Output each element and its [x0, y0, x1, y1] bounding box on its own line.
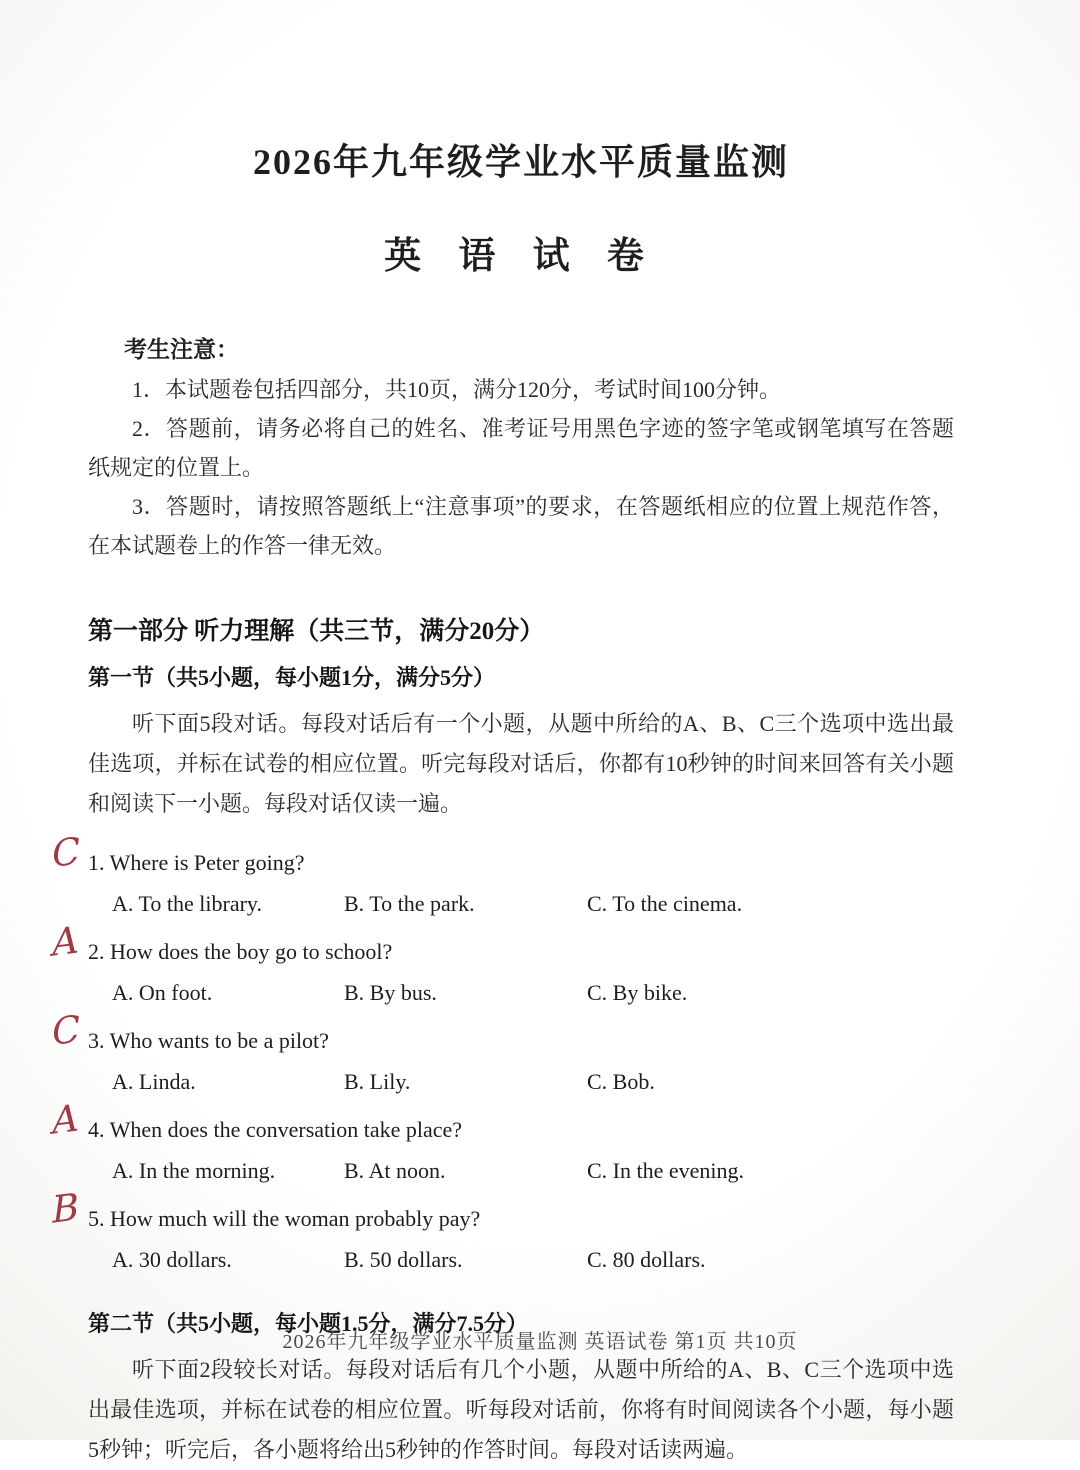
handwritten-answer-mark: A: [50, 1096, 80, 1143]
question-3-text: [50, 1007, 954, 1058]
option-c: C. 80 dollars.: [587, 1247, 706, 1272]
question-2-text: [50, 918, 954, 969]
question-3-options: [112, 1065, 954, 1099]
part1-node2-heading: 第二节（共5小题，每小题1.5分，满分7.5分）: [88, 1311, 529, 1336]
question-3: [50, 1007, 954, 1099]
question-1: [50, 829, 954, 921]
option-c: C. In the evening.: [587, 1158, 745, 1183]
option-a: A. 30 dollars.: [112, 1247, 232, 1272]
question-4-stem: 4. When does the conversation take place?: [88, 1117, 463, 1142]
question-3-stem: 3. Who wants to be a pilot?: [88, 1028, 329, 1053]
exam-paper-content: [50, 0, 954, 1470]
candidate-notice-section: [88, 331, 954, 565]
notice-item-1: 1．本试题卷包括四部分，共10页，满分120分，考试时间100分钟。: [132, 377, 782, 402]
handwritten-answer-mark: A: [50, 918, 80, 965]
option-b: B. At noon.: [344, 1158, 446, 1183]
question-1-stem: 1. Where is Peter going?: [88, 850, 305, 875]
option-c: C. By bike.: [587, 980, 688, 1005]
question-2-stem: 2. How does the boy go to school?: [88, 939, 393, 964]
option-a: A. On foot.: [112, 980, 213, 1005]
option-a: A. Linda.: [112, 1069, 196, 1094]
listening-questions: [50, 829, 954, 1277]
question-5-text: [50, 1185, 954, 1236]
part1-node2-instructions: 听下面2段较长对话。每段对话后有几个小题，从题中所给的A、B、C三个选项中选出最佳选项，并标在试卷的相应位置。听每段对话前，你将有时间阅读各个小题，每小题 5秒钟；听完后，各小题将给出5秒钟的作答时间。每段对话读两遍。: [88, 1357, 954, 1462]
option-b: B. To the park.: [344, 891, 475, 916]
question-4: [50, 1096, 954, 1188]
page-footer: 2026年九年级学业水平质量监测 英语试卷 第1页 共10页: [282, 1331, 798, 1353]
question-5-options: [112, 1243, 954, 1277]
part1-heading: 第一部分 听力理解（共三节，满分20分）: [88, 618, 545, 645]
option-a: A. To the library.: [112, 891, 262, 916]
handwritten-answer-mark: C: [50, 1007, 82, 1054]
handwritten-answer-mark: C: [50, 829, 82, 876]
exam-subtitle: 英 语 试 卷: [384, 236, 658, 277]
question-2: [50, 918, 954, 1010]
question-4-text: [50, 1096, 954, 1147]
question-5-stem: 5. How much will the woman probably pay?: [88, 1206, 481, 1231]
option-c: C. To the cinema.: [587, 891, 743, 916]
question-1-options: [112, 887, 954, 921]
option-b: B. Lily.: [344, 1069, 411, 1094]
handwritten-answer-mark: B: [50, 1185, 81, 1232]
notice-heading: 考生注意：: [124, 337, 239, 362]
option-b: B. By bus.: [344, 980, 437, 1005]
option-b: B. 50 dollars.: [344, 1247, 463, 1272]
question-1-text: [50, 829, 954, 880]
option-a: A. In the morning.: [112, 1158, 276, 1183]
part1-node1-instructions: 听下面5段对话。每段对话后有一个小题，从题中所给的A、B、C三个选项中选出最佳选项，并标在试卷的相应位置。听完每段对话后，你都有10秒钟的时间来回答有关小题和阅读下一小题。每段对话仅读一遍。: [88, 711, 954, 816]
option-c: C. Bob.: [587, 1069, 655, 1094]
question-5: [50, 1185, 954, 1277]
part1-node1-heading: 第一节（共5小题，每小题1分，满分5分）: [88, 665, 496, 690]
question-2-options: [112, 976, 954, 1010]
question-4-options: [112, 1154, 954, 1188]
exam-title: 2026年九年级学业水平质量监测: [252, 142, 789, 182]
notice-item-3: 3．答题时，请按照答题纸上“注意事项”的要求，在答题纸相应的位置上规范作答，在本试题卷上的作答一律无效。: [88, 494, 954, 558]
notice-item-2: 2．答题前，请务必将自己的姓名、准考证号用黑色字迹的签字笔或钢笔填写在答题纸规定的位置上。: [88, 416, 954, 480]
